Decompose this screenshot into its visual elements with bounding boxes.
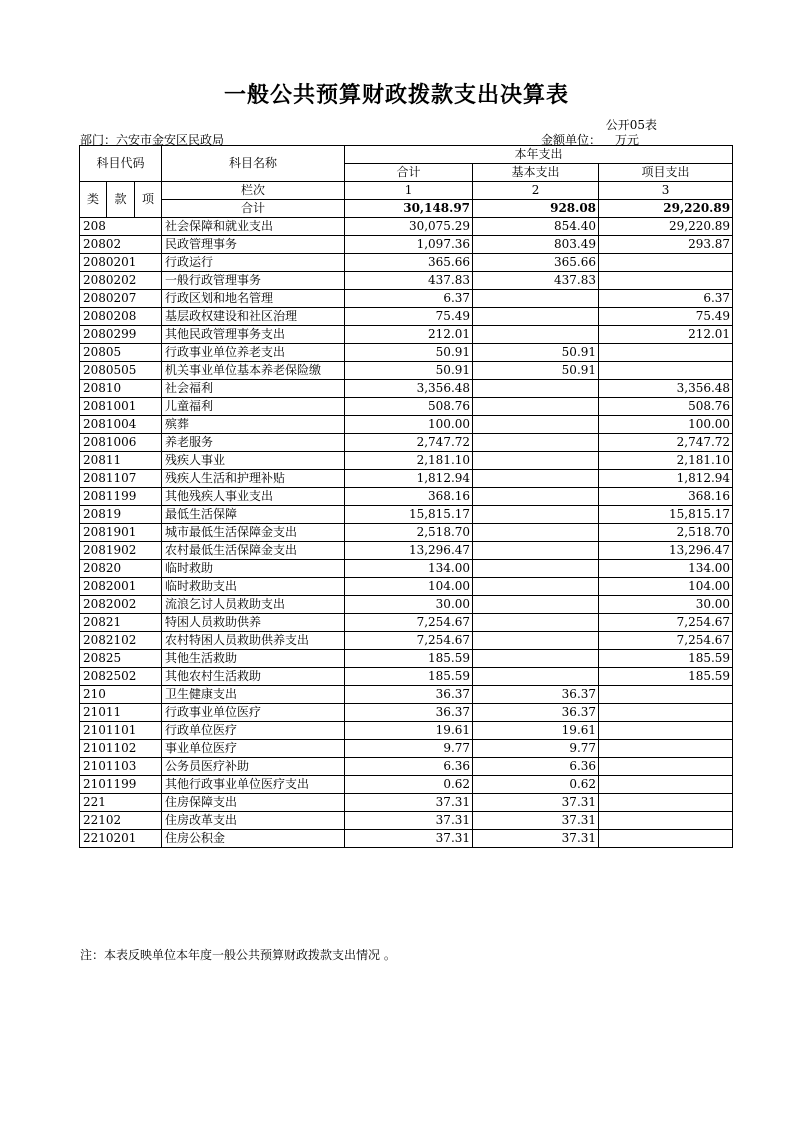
row-name: 其他残疾人事业支出 xyxy=(162,488,345,506)
table-body xyxy=(80,218,733,848)
row-basic: 37.31 xyxy=(473,830,599,848)
row-total: 7,254.67 xyxy=(345,632,473,650)
row-basic xyxy=(473,470,599,488)
unit-value: 万元 xyxy=(615,133,640,147)
row-project: 30.00 xyxy=(599,596,733,614)
row-total: 30,075.29 xyxy=(345,218,473,236)
row-code: 210 xyxy=(80,686,162,704)
row-project xyxy=(599,740,733,758)
row-total: 437.83 xyxy=(345,272,473,290)
form-code: 公开05表 xyxy=(605,118,657,132)
row-basic: 50.91 xyxy=(473,362,599,380)
row-name: 养老服务 xyxy=(162,434,345,452)
row-code: 2080202 xyxy=(80,272,162,290)
row-name: 农村特困人员救助供养支出 xyxy=(162,632,345,650)
row-basic xyxy=(473,668,599,686)
total-total: 30,148.97 xyxy=(345,200,473,218)
table-row xyxy=(80,740,733,758)
row-total: 3,356.48 xyxy=(345,380,473,398)
row-total: 1,097.36 xyxy=(345,236,473,254)
table-row xyxy=(80,686,733,704)
row-code: 2080207 xyxy=(80,290,162,308)
header-basic: 基本支出 xyxy=(473,164,599,182)
table-row xyxy=(80,326,733,344)
page-title: 一般公共预算财政拨款支出决算表 xyxy=(223,83,569,108)
row-total: 36.37 xyxy=(345,686,473,704)
row-basic xyxy=(473,542,599,560)
row-total: 30.00 xyxy=(345,596,473,614)
row-project xyxy=(599,686,733,704)
row-basic: 854.40 xyxy=(473,218,599,236)
row-project: 212.01 xyxy=(599,326,733,344)
row-name: 事业单位医疗 xyxy=(162,740,345,758)
row-code: 20825 xyxy=(80,650,162,668)
row-basic: 9.77 xyxy=(473,740,599,758)
row-code: 2101103 xyxy=(80,758,162,776)
row-total: 2,518.70 xyxy=(345,524,473,542)
row-code: 2081199 xyxy=(80,488,162,506)
row-basic: 36.37 xyxy=(473,704,599,722)
row-basic xyxy=(473,380,599,398)
row-name: 民政管理事务 xyxy=(162,236,345,254)
row-name: 特困人员救助供养 xyxy=(162,614,345,632)
row-basic xyxy=(473,578,599,596)
row-total: 9.77 xyxy=(345,740,473,758)
header-col3: 3 xyxy=(599,182,733,200)
row-name: 其他民政管理事务支出 xyxy=(162,326,345,344)
row-code: 2080299 xyxy=(80,326,162,344)
row-total: 19.61 xyxy=(345,722,473,740)
row-name: 殡葬 xyxy=(162,416,345,434)
row-project xyxy=(599,272,733,290)
row-code: 20810 xyxy=(80,380,162,398)
row-code: 22102 xyxy=(80,812,162,830)
row-project: 1,812.94 xyxy=(599,470,733,488)
row-basic: 6.36 xyxy=(473,758,599,776)
row-project: 185.59 xyxy=(599,650,733,668)
row-total: 2,181.10 xyxy=(345,452,473,470)
row-code: 20819 xyxy=(80,506,162,524)
row-project: 185.59 xyxy=(599,668,733,686)
row-name: 行政事业单位养老支出 xyxy=(162,344,345,362)
row-basic: 36.37 xyxy=(473,686,599,704)
row-name: 行政运行 xyxy=(162,254,345,272)
row-name: 社会福利 xyxy=(162,380,345,398)
table-row xyxy=(80,488,733,506)
row-basic xyxy=(473,632,599,650)
row-total: 36.37 xyxy=(345,704,473,722)
table-row xyxy=(80,236,733,254)
row-name: 一般行政管理事务 xyxy=(162,272,345,290)
department-label: 部门：六安市金安区民政局 xyxy=(80,133,225,147)
row-basic xyxy=(473,290,599,308)
row-code: 2082002 xyxy=(80,596,162,614)
table-row xyxy=(80,758,733,776)
row-total: 508.76 xyxy=(345,398,473,416)
row-total: 212.01 xyxy=(345,326,473,344)
row-name: 公务员医疗补助 xyxy=(162,758,345,776)
table-row xyxy=(80,254,733,272)
table-row xyxy=(80,398,733,416)
row-code: 2081901 xyxy=(80,524,162,542)
row-project xyxy=(599,362,733,380)
row-name: 行政事业单位医疗 xyxy=(162,704,345,722)
header-lei: 类 xyxy=(80,182,107,218)
table-row xyxy=(80,722,733,740)
row-code: 20811 xyxy=(80,452,162,470)
header-code: 科目代码 xyxy=(80,146,162,182)
row-total: 50.91 xyxy=(345,362,473,380)
table-row xyxy=(80,632,733,650)
row-code: 2080208 xyxy=(80,308,162,326)
row-project: 508.76 xyxy=(599,398,733,416)
row-name: 城市最低生活保障金支出 xyxy=(162,524,345,542)
row-basic: 803.49 xyxy=(473,236,599,254)
row-project: 104.00 xyxy=(599,578,733,596)
header-name: 科目名称 xyxy=(162,146,345,182)
row-basic: 0.62 xyxy=(473,776,599,794)
table-row xyxy=(80,704,733,722)
row-total: 7,254.67 xyxy=(345,614,473,632)
row-name: 住房改革支出 xyxy=(162,812,345,830)
row-code: 20802 xyxy=(80,236,162,254)
row-code: 2210201 xyxy=(80,830,162,848)
row-total: 37.31 xyxy=(345,794,473,812)
row-basic: 37.31 xyxy=(473,812,599,830)
row-code: 21011 xyxy=(80,704,162,722)
row-code: 2081902 xyxy=(80,542,162,560)
row-project: 100.00 xyxy=(599,416,733,434)
header-lanci: 栏次 xyxy=(162,182,345,200)
total-basic: 928.08 xyxy=(473,200,599,218)
row-code: 2101199 xyxy=(80,776,162,794)
row-total: 104.00 xyxy=(345,578,473,596)
table-row xyxy=(80,578,733,596)
row-project: 29,220.89 xyxy=(599,218,733,236)
row-basic xyxy=(473,398,599,416)
row-total: 6.36 xyxy=(345,758,473,776)
row-name: 残疾人生活和护理补贴 xyxy=(162,470,345,488)
row-code: 2081107 xyxy=(80,470,162,488)
row-code: 2081006 xyxy=(80,434,162,452)
table-row xyxy=(80,812,733,830)
row-name: 卫生健康支出 xyxy=(162,686,345,704)
row-name: 最低生活保障 xyxy=(162,506,345,524)
row-basic xyxy=(473,506,599,524)
row-name: 残疾人事业 xyxy=(162,452,345,470)
row-total: 365.66 xyxy=(345,254,473,272)
header-project: 项目支出 xyxy=(599,164,733,182)
row-basic xyxy=(473,614,599,632)
table-row xyxy=(80,434,733,452)
row-name: 其他行政事业单位医疗支出 xyxy=(162,776,345,794)
row-code: 2101102 xyxy=(80,740,162,758)
row-basic xyxy=(473,488,599,506)
row-total: 2,747.72 xyxy=(345,434,473,452)
total-project: 29,220.89 xyxy=(599,200,733,218)
table-note: 注：本表反映单位本年度一般公共预算财政拨款支出情况 。 xyxy=(80,948,396,962)
row-name: 行政单位医疗 xyxy=(162,722,345,740)
row-project xyxy=(599,794,733,812)
table-row xyxy=(80,470,733,488)
row-project: 293.87 xyxy=(599,236,733,254)
row-project xyxy=(599,704,733,722)
table-row xyxy=(80,794,733,812)
total-label: 合计 xyxy=(162,200,345,218)
row-name: 临时救助支出 xyxy=(162,578,345,596)
total-row xyxy=(80,200,733,218)
table-row xyxy=(80,380,733,398)
table-row xyxy=(80,542,733,560)
row-code: 20805 xyxy=(80,344,162,362)
row-basic: 365.66 xyxy=(473,254,599,272)
header-xiang: 项 xyxy=(135,182,162,218)
row-total: 134.00 xyxy=(345,560,473,578)
row-code: 2080505 xyxy=(80,362,162,380)
row-basic: 37.31 xyxy=(473,794,599,812)
table-row xyxy=(80,560,733,578)
row-basic xyxy=(473,596,599,614)
row-total: 6.37 xyxy=(345,290,473,308)
table-row xyxy=(80,668,733,686)
row-basic xyxy=(473,650,599,668)
table-row xyxy=(80,614,733,632)
row-project: 13,296.47 xyxy=(599,542,733,560)
table-row xyxy=(80,650,733,668)
row-project xyxy=(599,812,733,830)
row-code: 2080201 xyxy=(80,254,162,272)
header-kuan: 款 xyxy=(107,182,135,218)
row-code: 2082102 xyxy=(80,632,162,650)
row-project: 2,181.10 xyxy=(599,452,733,470)
table-row xyxy=(80,416,733,434)
row-name: 其他农村生活救助 xyxy=(162,668,345,686)
row-project: 15,815.17 xyxy=(599,506,733,524)
row-project xyxy=(599,776,733,794)
row-code: 20820 xyxy=(80,560,162,578)
row-name: 机关事业单位基本养老保险缴 xyxy=(162,362,345,380)
row-basic: 50.91 xyxy=(473,344,599,362)
header-col1: 1 xyxy=(345,182,473,200)
row-project: 3,356.48 xyxy=(599,380,733,398)
row-name: 社会保障和就业支出 xyxy=(162,218,345,236)
row-basic xyxy=(473,452,599,470)
row-basic: 19.61 xyxy=(473,722,599,740)
row-basic xyxy=(473,434,599,452)
table-row xyxy=(80,308,733,326)
table-row xyxy=(80,830,733,848)
table-row xyxy=(80,596,733,614)
table-row xyxy=(80,290,733,308)
row-basic xyxy=(473,524,599,542)
row-name: 住房公积金 xyxy=(162,830,345,848)
row-total: 185.59 xyxy=(345,650,473,668)
expenditure-table xyxy=(79,145,733,848)
row-name: 其他生活救助 xyxy=(162,650,345,668)
row-project xyxy=(599,758,733,776)
row-basic xyxy=(473,326,599,344)
header-col2: 2 xyxy=(473,182,599,200)
table-row xyxy=(80,344,733,362)
row-name: 临时救助 xyxy=(162,560,345,578)
row-project: 134.00 xyxy=(599,560,733,578)
row-total: 368.16 xyxy=(345,488,473,506)
row-code: 2101101 xyxy=(80,722,162,740)
row-name: 行政区划和地名管理 xyxy=(162,290,345,308)
row-name: 儿童福利 xyxy=(162,398,345,416)
header-total: 合计 xyxy=(345,164,473,182)
table-row xyxy=(80,524,733,542)
row-total: 13,296.47 xyxy=(345,542,473,560)
row-code: 2081001 xyxy=(80,398,162,416)
row-project xyxy=(599,254,733,272)
row-total: 50.91 xyxy=(345,344,473,362)
row-code: 221 xyxy=(80,794,162,812)
row-total: 37.31 xyxy=(345,830,473,848)
row-total: 37.31 xyxy=(345,812,473,830)
header-current-year: 本年支出 xyxy=(345,146,733,164)
row-project: 75.49 xyxy=(599,308,733,326)
row-code: 2082001 xyxy=(80,578,162,596)
row-project xyxy=(599,344,733,362)
row-code: 20821 xyxy=(80,614,162,632)
row-name: 住房保障支出 xyxy=(162,794,345,812)
row-basic xyxy=(473,308,599,326)
row-total: 15,815.17 xyxy=(345,506,473,524)
row-project: 2,747.72 xyxy=(599,434,733,452)
row-total: 100.00 xyxy=(345,416,473,434)
unit-label-text: 金额单位： xyxy=(541,133,602,147)
row-project xyxy=(599,830,733,848)
row-basic xyxy=(473,560,599,578)
row-name: 农村最低生活保障金支出 xyxy=(162,542,345,560)
row-total: 0.62 xyxy=(345,776,473,794)
row-basic xyxy=(473,416,599,434)
row-name: 基层政权建设和社区治理 xyxy=(162,308,345,326)
table-row xyxy=(80,776,733,794)
table-row xyxy=(80,452,733,470)
table-row xyxy=(80,506,733,524)
row-project: 6.37 xyxy=(599,290,733,308)
row-project: 7,254.67 xyxy=(599,632,733,650)
row-code: 2081004 xyxy=(80,416,162,434)
row-total: 185.59 xyxy=(345,668,473,686)
row-project: 2,518.70 xyxy=(599,524,733,542)
table-row xyxy=(80,362,733,380)
table-row xyxy=(80,272,733,290)
row-project: 7,254.67 xyxy=(599,614,733,632)
row-code: 208 xyxy=(80,218,162,236)
row-project xyxy=(599,722,733,740)
row-project: 368.16 xyxy=(599,488,733,506)
row-basic: 437.83 xyxy=(473,272,599,290)
row-name: 流浪乞讨人员救助支出 xyxy=(162,596,345,614)
row-total: 1,812.94 xyxy=(345,470,473,488)
row-total: 75.49 xyxy=(345,308,473,326)
table-row xyxy=(80,218,733,236)
row-code: 2082502 xyxy=(80,668,162,686)
